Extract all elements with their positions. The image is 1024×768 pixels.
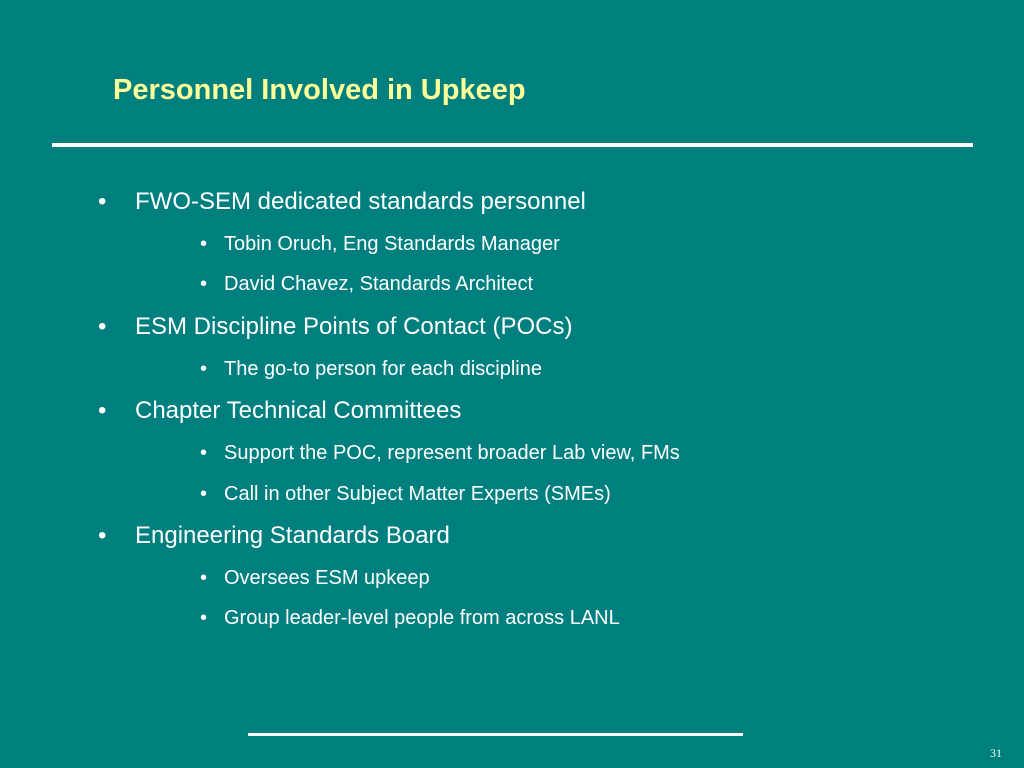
bullet-text: FWO-SEM dedicated standards personnel (135, 188, 586, 215)
bullet-marker: • (200, 607, 208, 629)
sub-bullet-item (200, 231, 560, 257)
bullet-marker: • (98, 313, 107, 340)
slide-title: Personnel Involved in Upkeep (113, 74, 526, 106)
sub-bullet-text: Group leader-level people from across LANL (224, 607, 620, 629)
bullet-item (98, 187, 586, 217)
sub-bullet-item (200, 356, 542, 382)
sub-bullet-text: Oversees ESM upkeep (224, 567, 430, 589)
bullet-marker: • (200, 273, 208, 295)
bullet-marker: • (200, 483, 208, 505)
sub-bullet-text: Call in other Subject Matter Experts (SMEs) (224, 483, 611, 505)
bullet-marker: • (98, 522, 107, 549)
sub-bullet-item (200, 605, 620, 631)
bullet-marker: • (98, 397, 107, 424)
sub-bullet-item (200, 565, 430, 591)
sub-bullet-text: The go-to person for each discipline (224, 358, 542, 380)
sub-bullet-item (200, 271, 533, 297)
sub-bullet-item (200, 440, 680, 466)
footer-divider (248, 733, 743, 736)
slide-number: 31 (990, 746, 1002, 760)
bullet-item (98, 396, 461, 426)
bullet-marker: • (200, 233, 208, 255)
bullet-text: ESM Discipline Points of Contact (POCs) (135, 313, 573, 340)
bullet-item (98, 521, 450, 551)
sub-bullet-item (200, 481, 611, 507)
bullet-text: Chapter Technical Committees (135, 397, 462, 424)
bullet-marker: • (200, 567, 208, 589)
bullet-text: Engineering Standards Board (135, 522, 450, 549)
sub-bullet-text: Support the POC, represent broader Lab view, FMs (224, 442, 680, 464)
bullet-marker: • (98, 188, 107, 215)
bullet-marker: • (200, 358, 208, 380)
sub-bullet-text: Tobin Oruch, Eng Standards Manager (224, 233, 560, 255)
bullet-item (98, 312, 572, 342)
bullet-marker: • (200, 442, 208, 464)
sub-bullet-text: David Chavez, Standards Architect (224, 273, 534, 295)
